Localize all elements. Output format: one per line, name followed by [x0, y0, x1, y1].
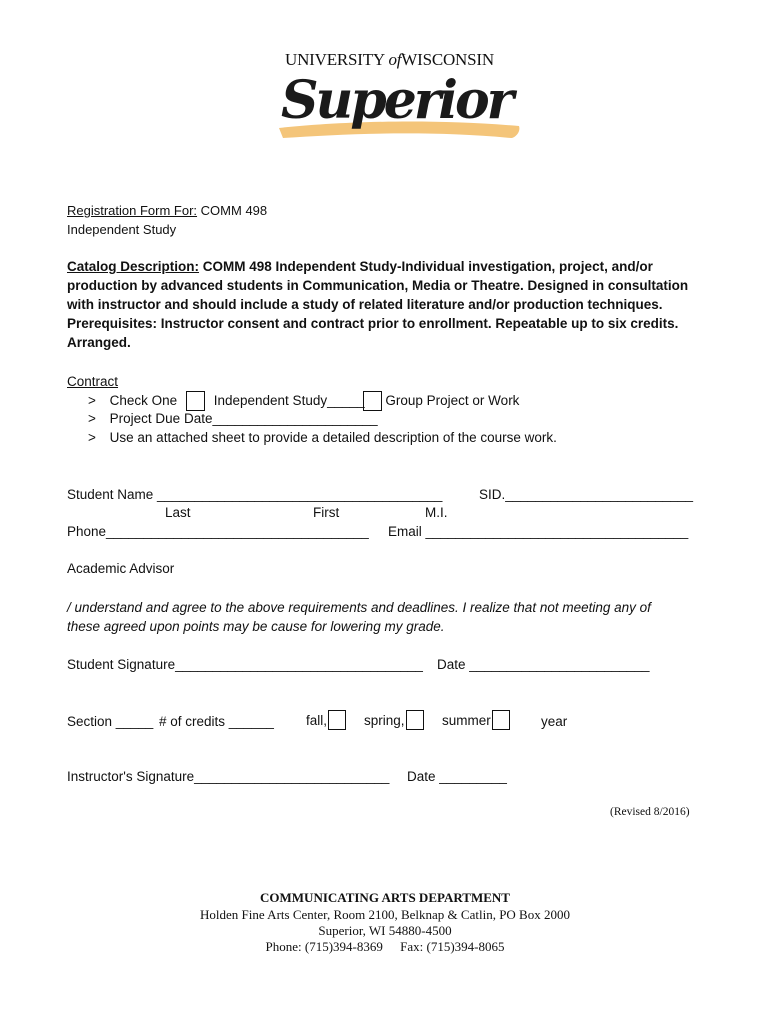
- group-project-checkbox[interactable]: [363, 391, 382, 411]
- check-one-label: Check One: [109, 393, 178, 408]
- term-summer: [442, 710, 510, 730]
- fall-checkbox[interactable]: [328, 710, 346, 730]
- address-line-1: Holden Fine Arts Center, Room 2100, Belknap & Catlin, PO Box 2000: [200, 907, 570, 922]
- fax-number: Fax: (715)394-8065: [400, 939, 505, 954]
- academic-advisor-label: Academic Advisor: [67, 561, 175, 576]
- due-date-field[interactable]: Project Due Date______________________: [109, 411, 378, 426]
- bullet: >: [88, 411, 96, 426]
- summer-label: summer: [442, 713, 491, 728]
- logo-script-text: Superior: [281, 72, 512, 131]
- superior-script-logo: [275, 72, 535, 148]
- catalog-line-2: production by advanced students in Communication, Media or Theatre. Designed in consultation: [67, 278, 689, 293]
- year-label: year: [541, 714, 568, 729]
- course-code: COMM 498: [200, 203, 268, 218]
- contract-due-date-row: [88, 411, 378, 426]
- section-field[interactable]: Section _____: [67, 714, 154, 729]
- term-fall: [306, 710, 346, 730]
- instructor-signature-field[interactable]: Instructor's Signature__________________________: [67, 769, 390, 784]
- catalog-line-4: Prerequisites: Instructor consent and contract prior to enrollment. Repeatable up to six credits.: [67, 316, 679, 331]
- wordmark-of: of: [388, 50, 402, 69]
- contact-line: [0, 939, 770, 955]
- contract-description-row: [88, 430, 557, 445]
- independent-study-checkbox[interactable]: [186, 391, 205, 411]
- term-spring: [364, 710, 424, 730]
- contract-title: Contract: [67, 374, 119, 389]
- catalog-line-3: with instructor and should include a study of related literature and/or production techniques.: [67, 297, 663, 312]
- spring-label: spring,: [364, 713, 405, 728]
- revision-note: (Revised 8/2016): [610, 806, 690, 818]
- phone-number: Phone: (715)394-8369: [265, 939, 383, 954]
- email-field[interactable]: Email ___________________________________: [388, 524, 689, 539]
- catalog-label: Catalog Description:: [67, 259, 200, 274]
- instructor-date-field[interactable]: Date _________: [407, 769, 507, 784]
- catalog-text-1: COMM 498 Independent Study-Individual investigation, project, and/or: [202, 259, 653, 274]
- credits-field[interactable]: # of credits ______: [159, 714, 274, 729]
- agreement-line-1: / understand and agree to the above requirements and deadlines. I realize that not meeting any of: [67, 600, 651, 615]
- wordmark-wisconsin: WISCONSIN: [401, 50, 494, 69]
- phone-field[interactable]: Phone___________________________________: [67, 524, 369, 539]
- catalog-line-1: [67, 259, 653, 274]
- group-project-label: Group Project or Work: [385, 393, 520, 408]
- name-hint-mi: M.I.: [425, 505, 448, 520]
- bullet: >: [88, 430, 96, 445]
- contract-check-one-row: [88, 391, 519, 411]
- course-subtitle: Independent Study: [67, 222, 177, 237]
- name-hint-last: Last: [165, 505, 191, 520]
- description-instruction: Use an attached sheet to provide a detailed description of the course work.: [109, 430, 557, 445]
- registration-label: Registration Form For:: [67, 203, 198, 218]
- spring-checkbox[interactable]: [406, 710, 424, 730]
- university-wordmark: [285, 50, 494, 70]
- registration-heading: [67, 203, 267, 218]
- wordmark-university: UNIVERSITY: [285, 50, 385, 69]
- signature-date-field[interactable]: Date ________________________: [437, 657, 650, 672]
- summer-checkbox[interactable]: [492, 710, 510, 730]
- student-name-field[interactable]: Student Name ______________________________________: [67, 487, 443, 502]
- department-name: COMMUNICATING ARTS DEPARTMENT: [260, 890, 510, 905]
- bullet: >: [88, 393, 96, 408]
- name-hint-first: First: [313, 505, 340, 520]
- catalog-line-5: Arranged.: [67, 335, 131, 350]
- address-line-2: Superior, WI 54880-4500: [318, 923, 452, 938]
- agreement-line-2: these agreed upon points may be cause for lowering my grade.: [67, 619, 445, 634]
- sid-field[interactable]: SID._________________________: [479, 487, 693, 502]
- fall-label: fall,: [306, 713, 328, 728]
- independent-study-label: Independent Study_____: [213, 393, 365, 408]
- student-signature-field[interactable]: Student Signature_________________________________: [67, 657, 423, 672]
